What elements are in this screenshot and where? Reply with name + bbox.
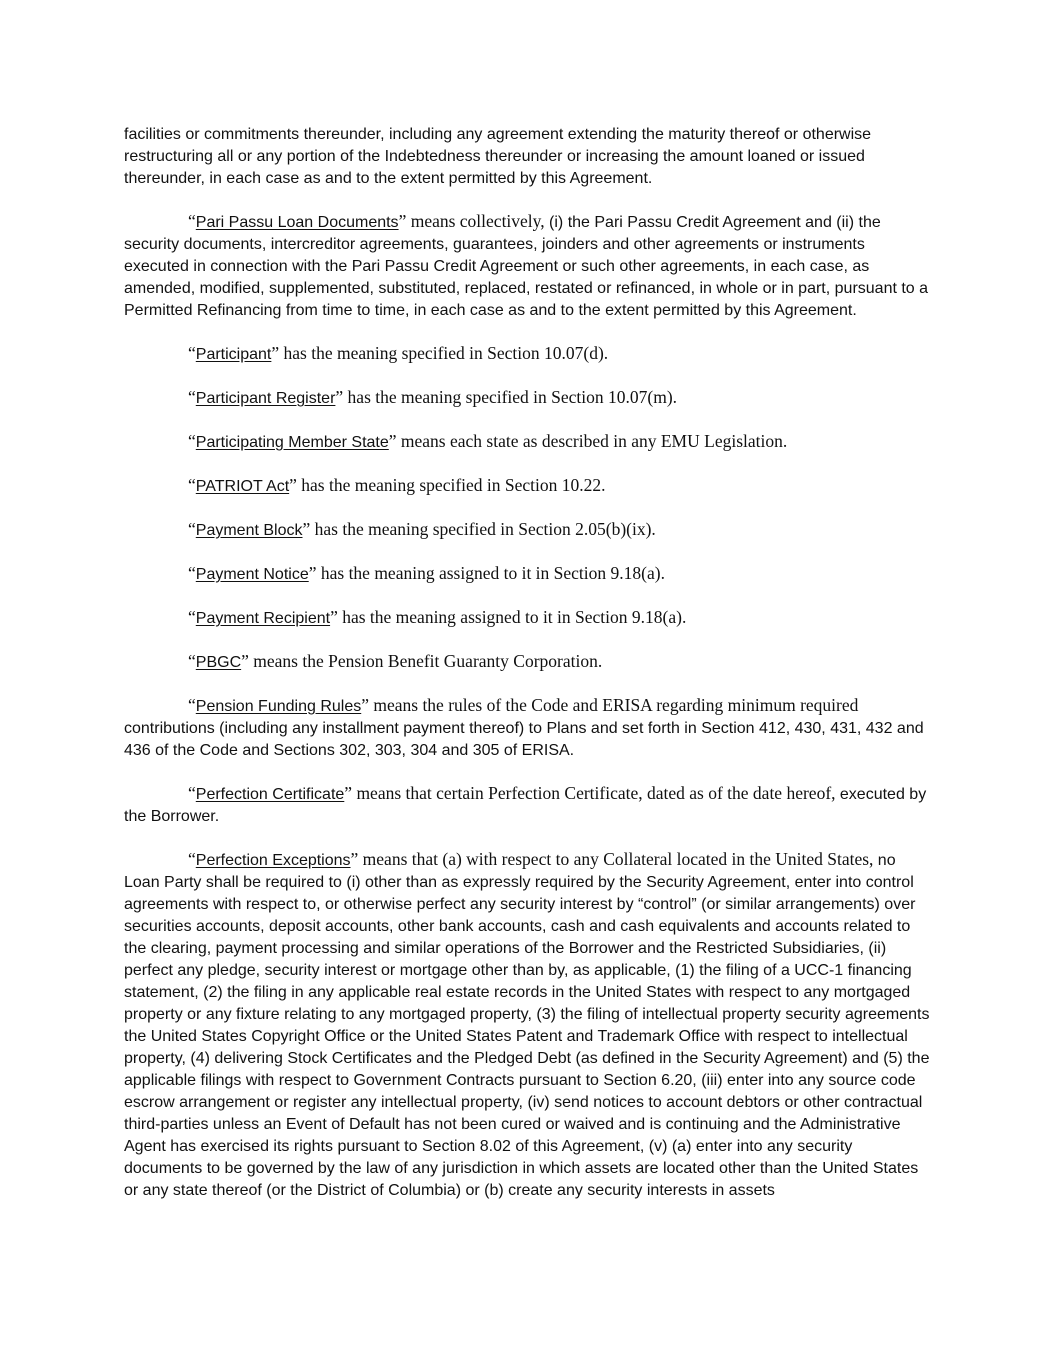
definition-lead: ” means the rules of the Code and ERISA regarding minimum required [361, 695, 859, 715]
open-quote: “ [188, 475, 196, 495]
defined-term: Pension Funding Rules [195, 698, 362, 715]
defined-term: Payment Recipient [195, 610, 331, 627]
definition-lead: ” has the meaning assigned to it in Section 9.18(a). [308, 563, 665, 583]
definition-payment-notice [124, 562, 934, 586]
defined-term: Perfection Certificate [195, 786, 345, 803]
definition-lead: ” means the Pension Benefit Guaranty Corporation. [241, 651, 603, 671]
definition-body: contributions (including any installment payment thereof) to Plans and set forth in Section 412, 430, 431, 432 and 436 of the Code and Sections 302, 303, 304 and 305 of ERISA. [124, 720, 924, 759]
open-quote: “ [188, 695, 196, 715]
definition-lead: ” means that (a) with respect to any Collateral located in the United States, [350, 849, 878, 869]
definition-pari-passu-loan-documents [124, 210, 934, 322]
open-quote: “ [188, 387, 196, 407]
defined-term: Payment Notice [195, 566, 309, 583]
defined-term: PBGC [195, 654, 242, 671]
open-quote: “ [188, 563, 196, 583]
open-quote: “ [188, 519, 196, 539]
open-quote: “ [188, 783, 196, 803]
open-quote: “ [188, 651, 196, 671]
definition-participant [124, 342, 934, 366]
definition-lead: ” means each state as described in any EMU Legislation. [388, 431, 788, 451]
defined-term: Payment Block [195, 522, 303, 539]
definition-lead: ” has the meaning specified in Section 10.22. [289, 475, 606, 495]
definition-participating-member-state [124, 430, 934, 454]
defined-term: Participant [195, 346, 272, 363]
open-quote: “ [188, 607, 196, 627]
definition-lead: ” means collectively, [398, 211, 550, 231]
definition-participant-register [124, 386, 934, 410]
definition-perfection-exceptions [124, 848, 934, 1202]
defined-term: Participating Member State [195, 434, 389, 451]
paragraph-body: facilities or commitments thereunder, including any agreement extending the maturity thereof or otherwise restructuring all or any portion of the Indebtedness thereunder or increasing the amount loaned or issued thereunder, in each case as and to the extent permitted by this Agreement. [124, 126, 872, 187]
defined-term: Pari Passu Loan Documents [195, 214, 399, 231]
open-quote: “ [188, 431, 196, 451]
definition-pbgc [124, 650, 934, 674]
definition-patriot-act [124, 474, 934, 498]
open-quote: “ [188, 211, 196, 231]
definition-payment-block [124, 518, 934, 542]
defined-term: Participant Register [195, 390, 336, 407]
definition-body: (i) the Pari Passu Credit Agreement and (ii) the security documents, intercreditor agreements, guarantees, joinders and other agreements or instruments executed in connection with the Pari Passu Credit Agreement or such other agreements, in each case, as amended, modified, supplemented, substituted, replaced, restated or refinanced, in whole or in part, pursuant to a Permitted Refinancing from time to time, in each case as and to the extent permitted by this Agreement. [124, 214, 929, 319]
definition-lead: ” means that certain Perfection Certificate, dated as of the date hereof, [344, 783, 840, 803]
definition-body: executed by the Borrower. [124, 786, 927, 825]
definition-body: no Loan Party shall be required to (i) other than as expressly required by the Security Agreement, enter into control agreements with respect to, or otherwise perfect any security interest by “control” (or similar arrangements) over securities accounts, deposit accounts, other bank accounts, cash and cash equivalents and accounts related to the clearing, payment processing and similar operations of the Borrower and the Restricted Subsidiaries, (ii) perfect any pledge, security interest or mortgage other than by, as applicable, (1) the filing of a UCC-1 financing statement, (2) the filing in any applicable real estate records in the United States with respect to any mortgaged property or any fixture relating to any mortgaged property, (3) the filing of intellectual property security agreements the United States Copyright Office or the United States Patent and Trademark Office with respect to intellectual property, (4) delivering Stock Certificates and the Pledged Debt (as defined in the Security Agreement) and (5) the applicable filings with respect to Government Contracts pursuant to Section 6.20, (iii) enter into any source code escrow arrangement or register any intellectual property, (iv) send notices to account debtors or other contractual third-parties unless an Event of Default has not been cured or waived and is continuing and the Administrative Agent has exercised its rights pursuant to Section 8.02 of this Agreement, (v) (a) enter into any security documents to be governed by the law of any jurisdiction in which assets are located other than the United States or any state thereof (or the District of Columbia) or (b) create any security interests in assets [124, 852, 930, 1199]
definition-lead: ” has the meaning assigned to it in Section 9.18(a). [330, 607, 687, 627]
definition-perfection-certificate [124, 782, 934, 828]
definition-lead: ” has the meaning specified in Section 10.07(m). [335, 387, 678, 407]
definition-pension-funding-rules [124, 694, 934, 762]
definition-payment-recipient [124, 606, 934, 630]
definition-lead: ” has the meaning specified in Section 2.05(b)(ix). [302, 519, 656, 539]
open-quote: “ [188, 849, 196, 869]
paragraph-facilities-continuation [124, 124, 934, 190]
defined-term: PATRIOT Act [195, 478, 290, 495]
definition-lead: ” has the meaning specified in Section 10.07(d). [271, 343, 609, 363]
defined-term: Perfection Exceptions [195, 852, 351, 869]
document-page [124, 124, 934, 1222]
open-quote: “ [188, 343, 196, 363]
